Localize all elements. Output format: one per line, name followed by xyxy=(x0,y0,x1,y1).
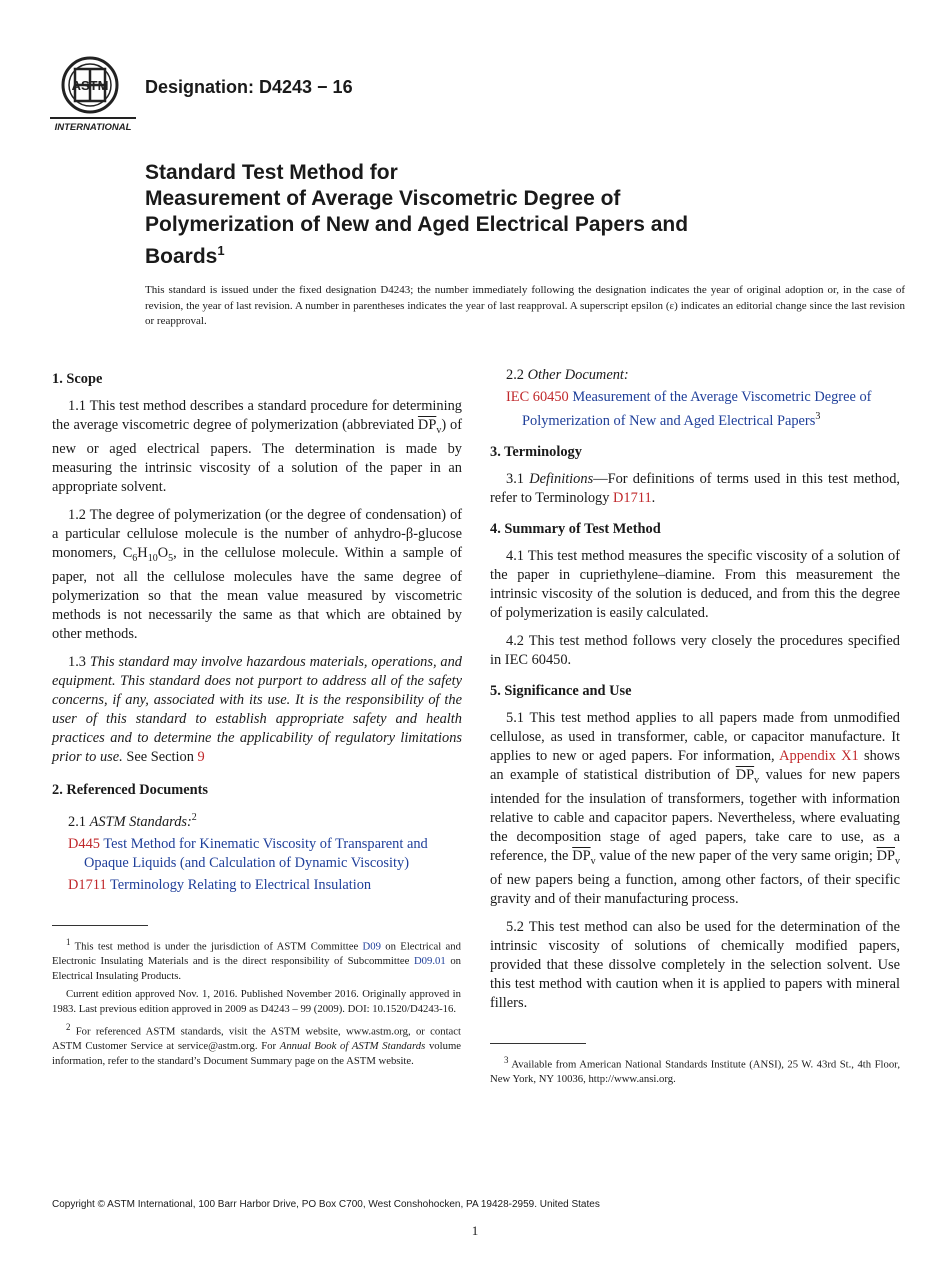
footnote-1-edition: Current edition approved Nov. 1, 2016. Published November 2016. Originally approved in 1983. Last previous edition approved in 2009 as D4243 – 99 (2009). DOI: 10.1520/D4243-16. xyxy=(52,988,461,1015)
footnote-2: $^2$ For referenced ASTM standards, visit the ASTM website, www.astm.org, or contact ASTM Customer Service at service@astm.org. For Annual Book of ASTM Standards volume information, refer to the standard’s Document Summary page on the ASTM website. xyxy=(52,1022,462,1067)
section-heading: 5. Significance and Use xyxy=(490,682,632,699)
committee-link[interactable]: D09 xyxy=(362,940,381,953)
paragraph-1-1: 1.1 This test method describes a standard procedure for determining the average viscometric degree of polymerization (abbreviated $\overline{DP}_v$) of new or aged electrical papers. The determination is made by measuring the intrinsic viscosity of a solution of the paper in an appropriate solvent. xyxy=(52,398,462,495)
paragraph-5-1: 5.1 This test method applies to all papers made from unmodified cellulose, as used in transformer, cable, or capacitor manufacture. It applies to new or aged papers. For information, Appendix X1 shows an example of statistical distribution of $\overline{DP}_v$ values for new papers intended for the insulation of transformers, together with information relative to cable and capacitor papers. Nevertheless, where evaluating the decomposition stage of aged papers, take care to use, as a reference, the $\overline{DP}_v$ value of the new paper of the very same origin; $\overline{DP}_v$ of new papers being a function, among other factors, of their specific gravity and of their manufacturing process. xyxy=(490,709,900,907)
title-line: Polymerization of New and Aged Electrical Papers and xyxy=(145,213,689,236)
footnote-rule xyxy=(52,925,148,926)
left-column xyxy=(52,366,462,898)
copyright-notice: Copyright © ASTM International, 100 Barr Harbor Drive, PO Box C700, West Conshohocken, PA 19428-2959. United States xyxy=(52,1199,600,1210)
footnotes-right xyxy=(490,1053,900,1091)
svg-text:ASTM: ASTM xyxy=(71,78,109,93)
section-heading: 1. Scope xyxy=(52,371,103,387)
footnotes-left xyxy=(52,935,461,1072)
footnote-1: $^1$ This test method is under the jurisdiction of ASTM Committee D09 on Electrical and Electronic Insulating Materials and is the direct responsibility of Subcommittee D09.01 on Electrical Insulating Products. xyxy=(52,937,462,982)
title-line: Measurement of Average Viscometric Degree of xyxy=(145,187,621,210)
paragraph-1-2: 1.2 The degree of polymerization (or the degree of condensation) of a particular cellulose molecule is the number of anhydro-β-glucose monomers, $C_6H_{10}O_5$, in the cellulose molecule. Within a sample of paper, not all the cellulose molecules have the same degree of polymerization so that the mean value measured by viscometric methods is not necessarily the same as that which are obtained by other methods. xyxy=(52,506,462,642)
paragraph-5-2: 5.2 This test method can also be used for the determination of the intrinsic viscosity of solutions of chemically modified papers, provided that these dissolve completely in the selection solvent. Use this test method with caution when it is applied to papers with mineral fillers. xyxy=(490,918,900,1011)
section-heading: 2. Referenced Documents xyxy=(52,781,208,798)
footnote-mark[interactable]: 1 xyxy=(217,243,225,258)
section-heading: 4. Summary of Test Method xyxy=(490,520,661,537)
paragraph-3-1: 3.1 Definitions—For definitions of terms used in this test method, refer to Terminology D1711. xyxy=(490,470,900,506)
footnote-3: $^3$ Available from American National Standards Institute (ANSI), 25 W. 43rd St., 4th Floor, New York, NY 10036, http://www.ansi.org. xyxy=(490,1055,900,1086)
section-link[interactable]: 9 xyxy=(197,748,205,765)
appendix-link[interactable]: Appendix X1 xyxy=(779,747,859,764)
designation: Designation: D4243 − 16 xyxy=(145,77,353,97)
paragraph-4-2: 4.2 This test method follows very closely the procedures specified in IEC 60450. xyxy=(490,632,900,668)
terminology-link[interactable]: D1711 xyxy=(613,489,652,506)
reference-item[interactable]: D445 Test Method for Kinematic Viscosity of Transparent and Opaque Liquids (and Calculation of Dynamic Viscosity) xyxy=(68,835,428,871)
astm-logo-icon xyxy=(50,55,136,133)
subcommittee-link[interactable]: D09.01 xyxy=(413,955,446,968)
paragraph-1-3: 1.3 This standard may involve hazardous materials, operations, and equipment. This standard does not purport to address all of the safety concerns, if any, associated with its use. It is the responsibility of the user of this standard to establish appropriate safety and health practices and to determine the applicability of regulatory limitations prior to use. See Section 9 xyxy=(52,653,462,765)
reference-item[interactable]: IEC 60450 Measurement of the Average Viscometric Degree of Polymerization of New and Aged Electrical Papers$^3$ xyxy=(506,389,872,429)
title-line: Standard Test Method for xyxy=(145,161,398,184)
reference-item[interactable]: D1711 Terminology Relating to Electrical Insulation xyxy=(68,876,372,893)
right-column xyxy=(490,366,900,1022)
svg-text:INTERNATIONAL: INTERNATIONAL xyxy=(54,122,132,133)
title-line: Boards$^1$ xyxy=(145,243,225,268)
subsection-label: 2.2 Other Document: xyxy=(506,367,629,383)
section-heading: 3. Terminology xyxy=(490,443,582,460)
subsection-label: 2.1 ASTM Standards:$^2$ xyxy=(68,811,197,830)
page-number: 1 xyxy=(471,1223,479,1238)
paragraph-4-1: 4.1 This test method measures the specific viscosity of a solution of the paper in cupriethylene–diamine. From this measurement the intrinsic viscosity of the solution is deduced, and from this the degree of polymerization is easily calculated. xyxy=(490,547,900,621)
footnote-rule xyxy=(490,1043,586,1044)
document-title xyxy=(145,160,905,270)
designation-notice: This standard is issued under the fixed designation D4243; the number immediately following the designation indicates the year of original adoption or, in the case of revision, the year of last revision. A number in parentheses indicates the year of last reapproval. A superscript epsilon (ε) indicates an editorial change since the last revision or reapproval. xyxy=(145,284,905,327)
